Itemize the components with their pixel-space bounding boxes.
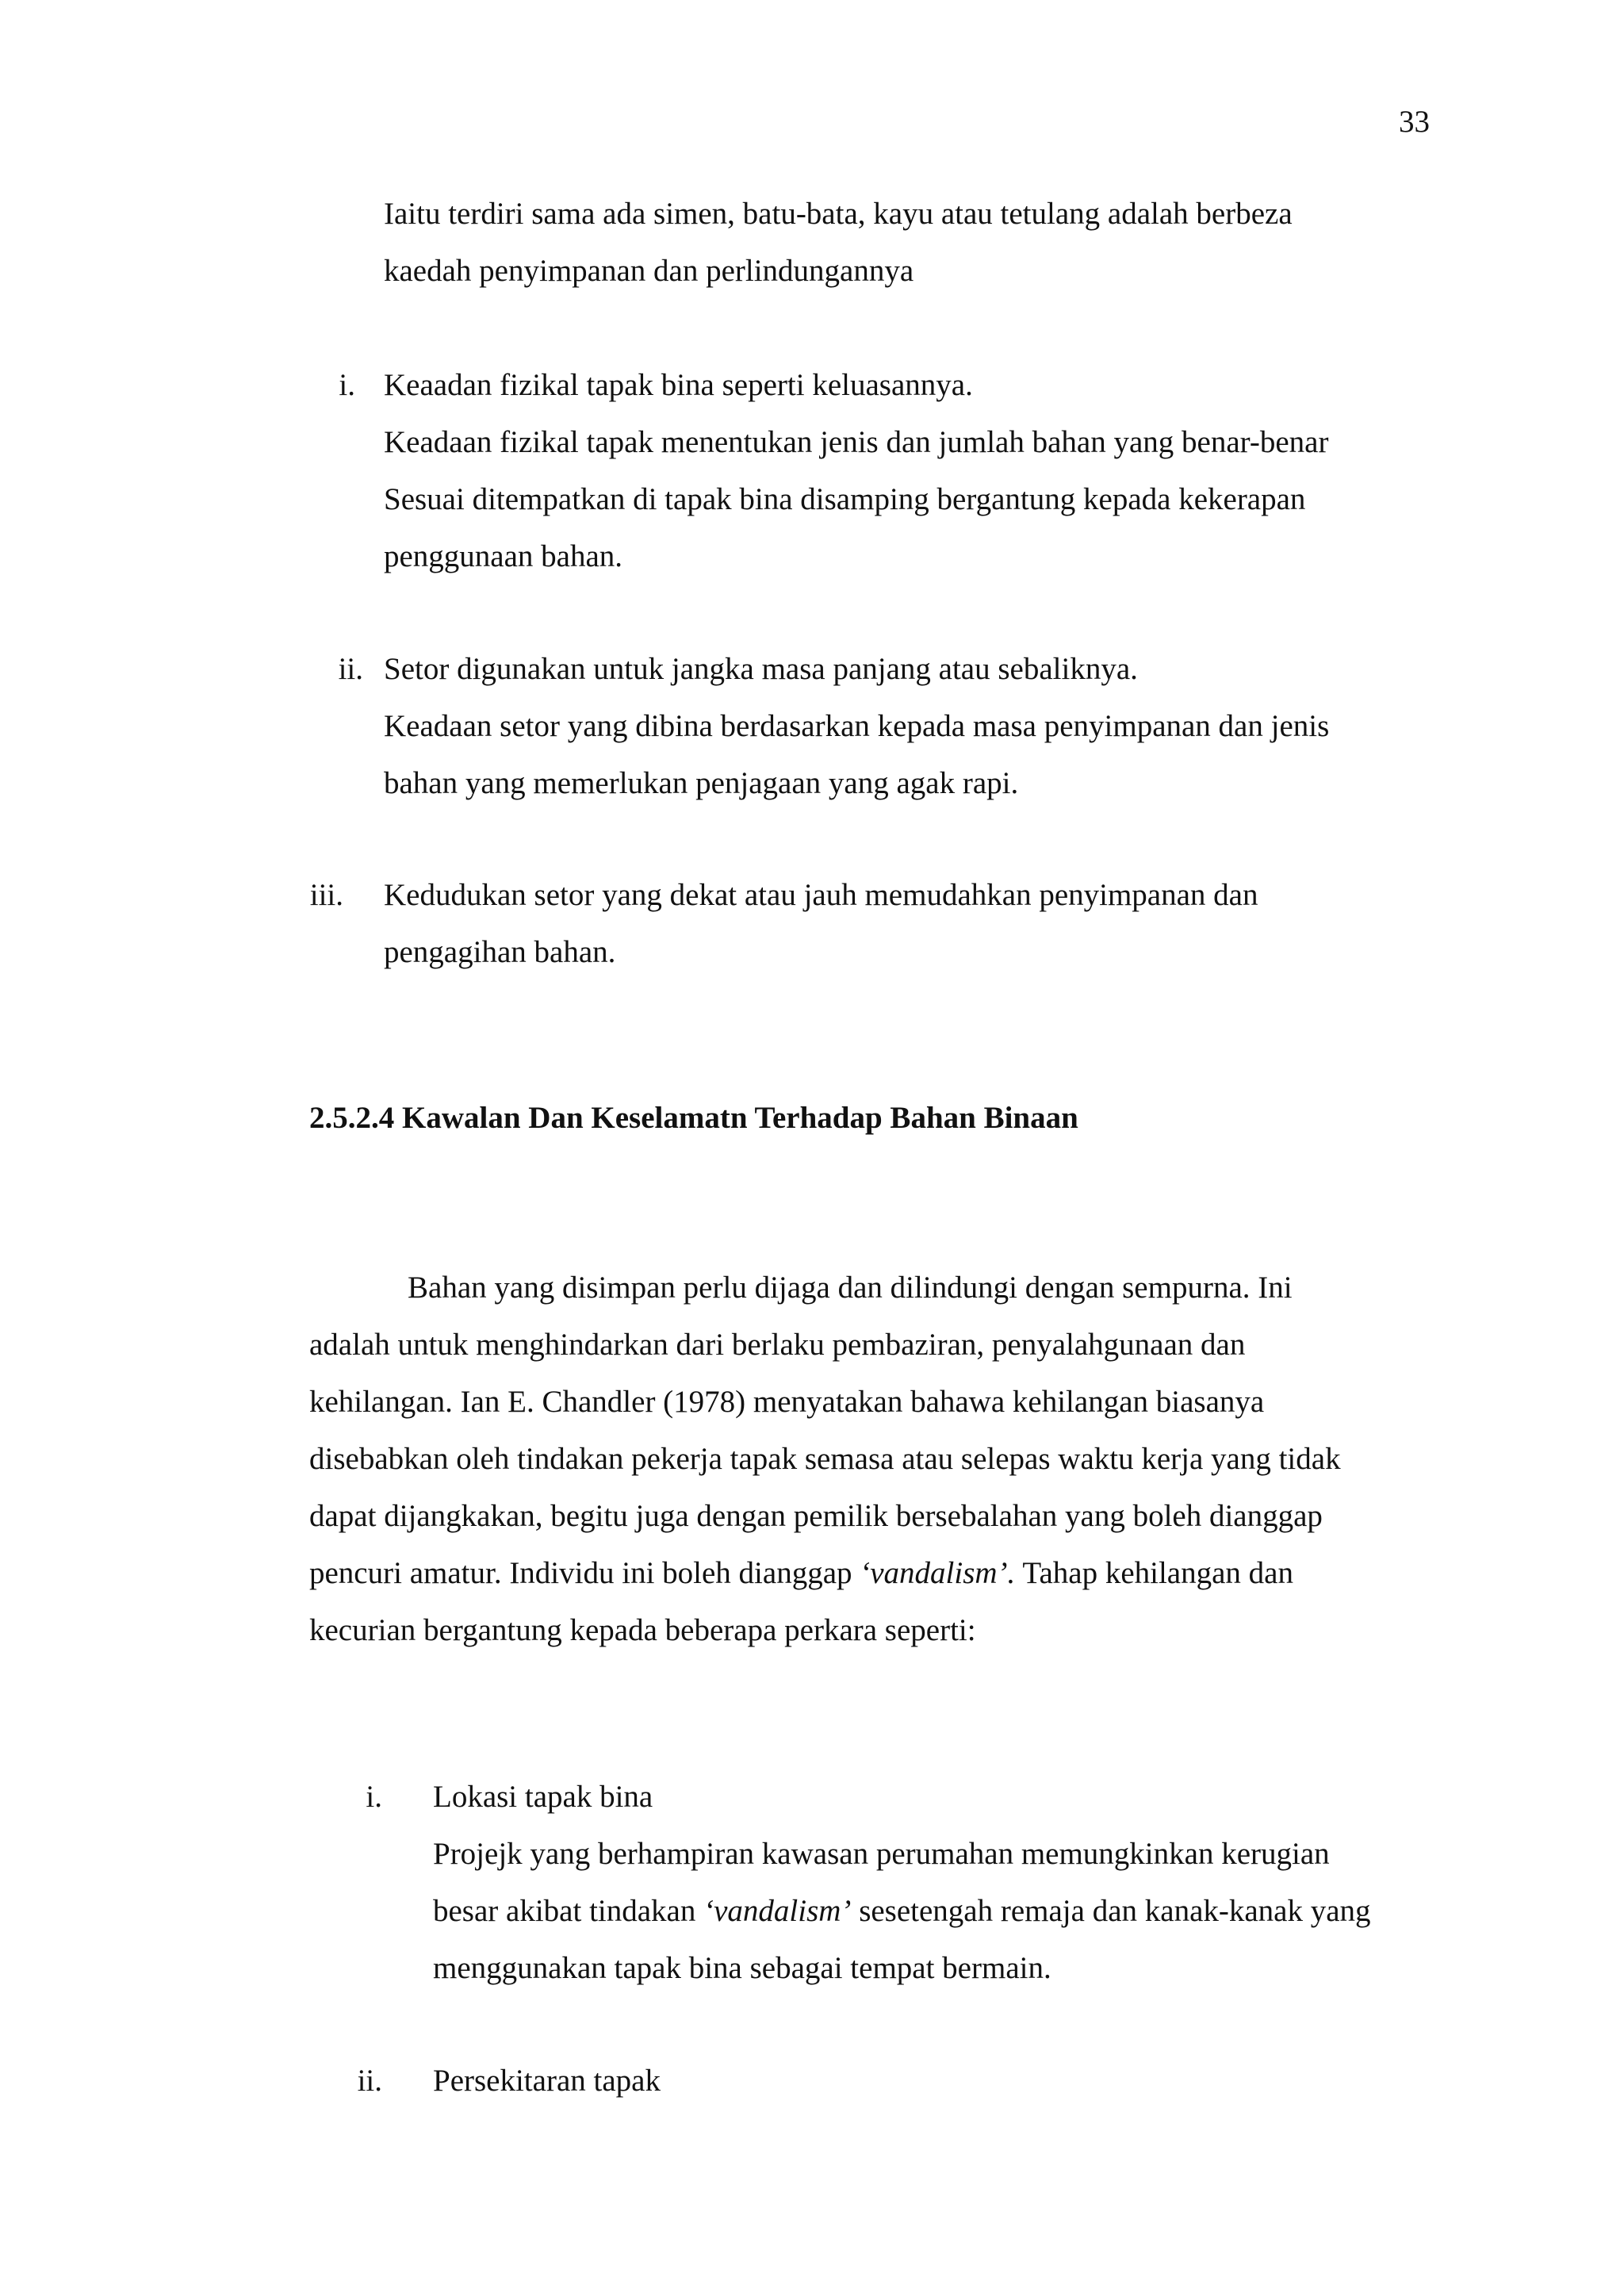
intro-line: kaedah penyimpanan dan perlindungannya — [384, 254, 914, 288]
list-item — [433, 2053, 661, 2110]
list-marker: iii. — [309, 878, 343, 912]
list-item — [384, 641, 1329, 812]
list-item-text: besar akibat tindakan — [433, 1894, 704, 1928]
paragraph-line: kecurian bergantung kepada beberapa perkara seperti: — [309, 1613, 976, 1647]
intro-text — [384, 186, 1293, 300]
list-item-line: Setor digunakan untuk jangka masa panjang atau sebaliknya. — [384, 652, 1138, 686]
list-item-line: pengagihan bahan. — [384, 935, 616, 969]
body-paragraph — [309, 1259, 1341, 1659]
list-item — [433, 1769, 1371, 1997]
intro-line: Iaitu terdiri sama ada simen, batu-bata, kayu atau tetulang adalah berbeza — [384, 197, 1293, 231]
list-item-line: Keaadan fizikal tapak bina seperti keluasannya. — [384, 368, 973, 402]
paragraph-line: adalah untuk menghindarkan dari berlaku pembaziran, penyalahgunaan dan — [309, 1328, 1246, 1362]
paragraph-line: kehilangan. Ian E. Chandler (1978) menyatakan bahawa kehilangan biasanya — [309, 1385, 1265, 1419]
list-item-line: Sesuai ditempatkan di tapak bina disamping bergantung kepada kekerapan — [384, 482, 1306, 516]
page-number: 33 — [1399, 105, 1430, 139]
list-item — [384, 357, 1328, 585]
list-item-line: Keadaan fizikal tapak menentukan jenis dan jumlah bahan yang benar-benar — [384, 425, 1329, 459]
list-marker: i. — [366, 1780, 382, 1814]
section-heading: 2.5.2.4 Kawalan Dan Keselamatn Terhadap Bahan Binaan — [309, 1101, 1078, 1135]
list-item-line: menggunakan tapak bina sebagai tempat bermain. — [433, 1951, 1051, 1985]
italic-term: ‘vandalism’. — [860, 1556, 1016, 1590]
paragraph-line — [309, 1545, 1341, 1602]
list-item-line: penggunaan bahan. — [384, 539, 623, 573]
list-item-line: Projejk yang berhampiran kawasan perumahan memungkinkan kerugian — [433, 1837, 1330, 1871]
list-item-line: Keadaan setor yang dibina berdasarkan kepada masa penyimpanan dan jenis — [384, 709, 1330, 743]
list-item — [384, 867, 1258, 981]
paragraph-text: Tahap kehilangan dan — [1015, 1556, 1293, 1590]
paragraph-line: disebabkan oleh tindakan pekerja tapak semasa atau selepas waktu kerja yang tidak — [309, 1442, 1341, 1476]
list-item-line — [433, 1883, 1371, 1940]
paragraph-text: pencuri amatur. Individu ini boleh dianggap — [309, 1556, 860, 1590]
list-item-title: Lokasi tapak bina — [433, 1780, 653, 1814]
list-marker: ii. — [357, 2064, 382, 2098]
italic-term: ‘vandalism’ — [703, 1894, 852, 1928]
paragraph-line: Bahan yang disimpan perlu dijaga dan dilindungi dengan sempurna. Ini — [408, 1271, 1293, 1305]
list-item-title: Persekitaran tapak — [433, 2064, 661, 2098]
list-item-text: sesetengah remaja dan kanak-kanak yang — [851, 1894, 1371, 1928]
list-item-line: bahan yang memerlukan penjagaan yang agak rapi. — [384, 766, 1019, 800]
paragraph-line: dapat dijangkakan, begitu juga dengan pemilik bersebalahan yang boleh dianggap — [309, 1499, 1323, 1533]
list-marker: ii. — [338, 652, 363, 686]
list-marker: i. — [339, 368, 355, 402]
list-item-line: Kedudukan setor yang dekat atau jauh memudahkan penyimpanan dan — [384, 878, 1258, 912]
